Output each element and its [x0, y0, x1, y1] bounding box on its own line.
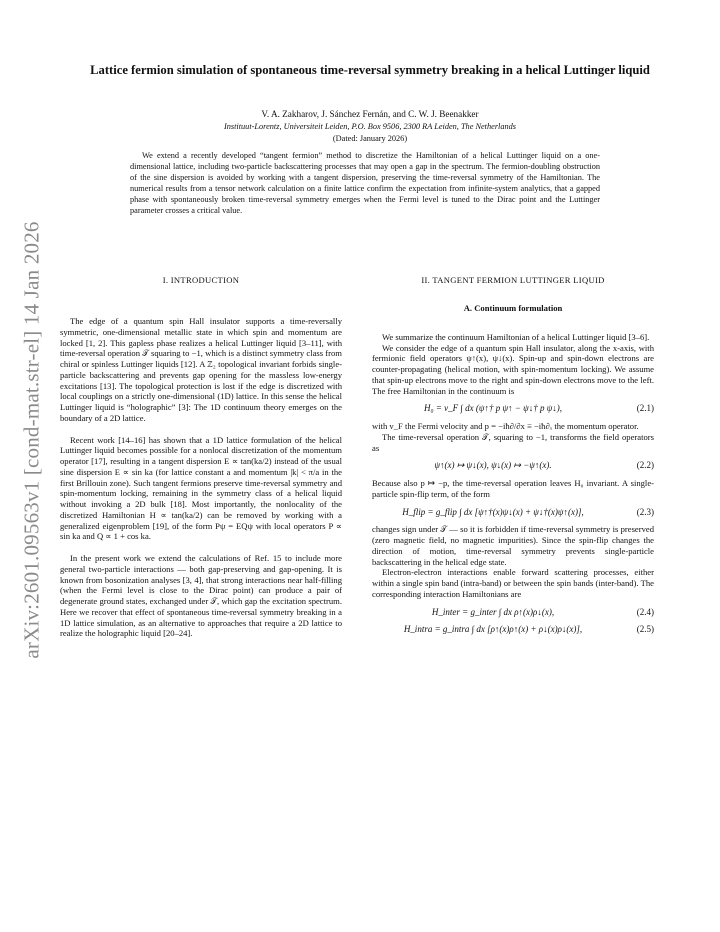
arxiv-identifier-text: arXiv:2601.09563v1 [cond-mat.str-el] 14 Jan 2026 [19, 221, 44, 659]
equation-2-4 [372, 607, 654, 618]
equation-2-5-body: H_intra = g_intra ∫ dx [ρ↑(x)ρ↑(x) + ρ↓(x)ρ↓(x)], [403, 624, 583, 635]
equation-2-5-number: (2.5) [636, 624, 654, 635]
arxiv-identifier [6, 0, 58, 932]
equation-2-2-body: ψ↑(x) ↦ ψ↓(x), ψ↓(x) ↦ −ψ↑(x). [434, 460, 552, 471]
section-heading-introduction: I. INTRODUCTION [162, 275, 240, 285]
continuum-paragraph-6: changes sign under 𝒯 — so it is forbidden if time-reversal symmetry is preserved (zero magnetic field, no magnetic impurities). Since the spin-flip changes the direction of motion, time-reversal symmetry prevents single-particle backscattering in the helical edge state. [372, 524, 654, 567]
author-list: V. A. Zakharov, J. Sánchez Fernán, and C. W. J. Beenakker [261, 109, 479, 119]
continuum-paragraph-1: We summarize the continuum Hamiltonian of a helical Luttinger liquid [3–6]. [382, 331, 650, 342]
left-column [60, 270, 342, 639]
continuum-paragraph-4: The time-reversal operation 𝒯, squaring to −1, transforms the field operators as [372, 431, 654, 453]
equation-2-4-body: H_inter = g_inter ∫ dx ρ↑(x)ρ↓(x), [431, 606, 555, 617]
equation-2-3-body: H_flip = g_flip ∫ dx [ψ↑†(x)ψ↓(x) + ψ↓†(x)ψ↑(x)], [402, 506, 584, 517]
equation-2-4-number: (2.4) [636, 606, 654, 617]
section-heading-tangent-fermion: II. TANGENT FERMION LUTTINGER LIQUID [421, 275, 605, 285]
affiliation: Instituut-Lorentz, Universiteit Leiden, P.O. Box 9506, 2300 RA Leiden, The Netherlands [223, 122, 517, 131]
equation-2-2 [372, 460, 654, 471]
continuum-paragraph-7: Electron-electron interactions enable forward scattering processes, either within a single spin band (intra-band) or between the spin bands (inter-band). The corresponding interaction Hamiltonians are [372, 567, 654, 599]
continuum-paragraph-3: with v_F the Fermi velocity and p = −iħ∂/∂x ≡ −iħ∂ₓ the momentum operator. [372, 421, 639, 431]
intro-paragraph-2: Recent work [14–16] has shown that a 1D lattice formulation of the helical Luttinger liquid becomes possible for a nonlocal discretization of the momentum operator [17], resulting in a tangent dispersion E ∝ tan(ka/2) instead of the usual sine dispersion E ∝ sin ka (for lattice constant a and momentum |k| < π/a in the first Brillouin zone). Such tangent fermions preserve time-reversal symmetry and spin-momentum locking, remaining in the symmetry class of a helical liquid without invoking a 2D bulk [18]. Most importantly, the nonlocality of the discretized Hamiltonian H ∝ tan(ka/2) can be removed by working with a generalized eigenproblem [19], of the form Pψ = EQψ with local operators P ∝ sin ka and Q ∝ 1 + cos ka. [60, 434, 342, 542]
equation-2-1-number: (2.1) [636, 403, 654, 414]
equation-2-3-number: (2.3) [636, 506, 654, 517]
equation-2-1-body: H₀ = v_F ∫ dx (ψ↑† p ψ↑ − ψ↓† p ψ↓), [423, 403, 563, 414]
paper-title: Lattice fermion simulation of spontaneous time-reversal symmetry breaking in a helical Luttinger liquid [90, 63, 650, 77]
abstract: We extend a recently developed “tangent fermion” method to discretize the Hamiltonian of a helical Luttinger liquid on a one-dimensional lattice, including two-particle backscattering processes that may open a gap in the spectrum. The fermion-doubling obstruction of the sine dispersion is avoided by working with a tangent dispersion, preserving the time-reversal symmetry of the Hamiltonian. The numerical results from a tensor network calculation on a finite lattice confirm the expectation from infinite-system analytics, that a gapped phase with spontaneously broken time-reversal symmetry emerges when the Fermi level is tuned to the Dirac point and the Luttinger parameter crosses a critical value. [130, 151, 600, 215]
continuum-paragraph-5: Because also p ↦ −p, the time-reversal operation leaves H₀ invariant. A single-particle spin-flip term, of the form [372, 478, 654, 499]
continuum-paragraph-2: We consider the edge of a quantum spin Hall insulator, along the x-axis, with fermionic field operators ψ↑(x), ψ↓(x). Spin-up and spin-down electrons are counter-propagating (helical motion, with spin-momentum locking). We assume that spin-up electrons move to the right and spin-down electrons move to the left. The free Hamiltonian in the continuum is [372, 342, 654, 396]
date-line: (Dated: January 2026) [332, 134, 408, 143]
subsection-heading-continuum: A. Continuum formulation [463, 303, 563, 313]
equation-2-2-number: (2.2) [636, 460, 654, 471]
right-column [372, 270, 654, 642]
intro-paragraph-3: In the present work we extend the calculations of Ref. 15 to include more general two-particle interactions — both gap-preserving and gap-opening. It is known from bosonization analyses [3, 4], that strong interactions near half-filling (when the Fermi level is close to the Dirac point) can produce a pair of degenerate ground states, exchanged under 𝒯, which gap the excitation spectrum. Here we recover that effect of spontaneous time-reversal symmetry breaking in a 1D lattice simulation, as an alternative to approaches that require a 2D lattice to realize the holographic liquid [20–24]. [60, 553, 342, 639]
equation-2-3 [372, 507, 654, 518]
equation-2-5 [372, 624, 654, 635]
intro-paragraph-1: The edge of a quantum spin Hall insulator supports a time-reversally symmetric, one-dimensional metallic state in which spin and momentum are locked [1, 2]. This gapless phase realizes a helical Luttinger liquid [3–11], with time-reversal operation 𝒯 squaring to −1, which is a distinct symmetry class from chiral or spinless Luttinger liquids [12]. A ℤ₂ topological invariant forbids single-particle backscattering and prevents gap opening for the massless low-energy excitations [13]. The topological protection is lost if the edge is discretized with local couplings on a strictly one-dimensional (1D) lattice. In this sense the helical Luttinger liquid is “holographic” [3]: The 1D continuum theory emerges on the boundary of a 2D lattice. [60, 316, 342, 423]
equation-2-1 [372, 403, 654, 414]
